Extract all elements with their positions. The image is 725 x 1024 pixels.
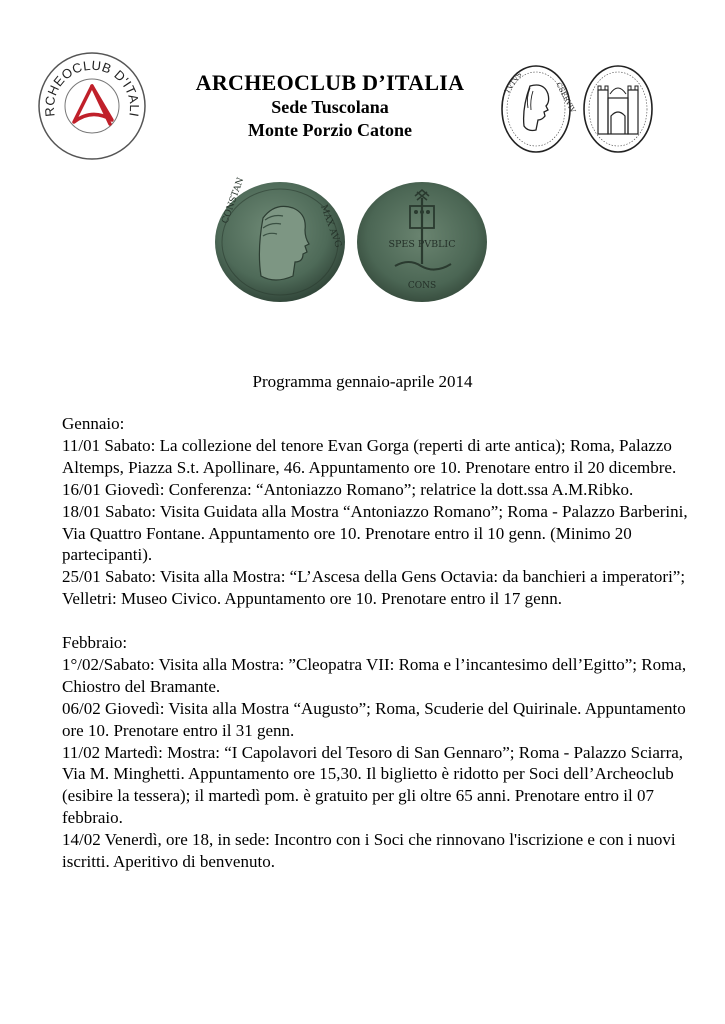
coin-portrait-obverse <box>213 176 347 304</box>
paragraph-spacer <box>62 610 702 632</box>
coin-mint-mark: CONS <box>407 281 437 291</box>
event-entry: 16/01 Giovedì: Conferenza: “Antoniazzo Romano”; relatrice la dott.ssa A.M.Ribko. <box>62 479 634 499</box>
program-title: Programma gennaio-aprile 2014 <box>252 372 473 391</box>
event-entry: 14/02 Venerdì, ore 18, in sede: Incontro con i Soci che rinnovano l'iscrizione e con i nuovi iscritti. Aperitivo di benvenuto. <box>62 830 676 872</box>
event-entry: 11/02 Martedì: Mostra: “I Capolavori del Tesoro di San Gennaro”; Roma - Palazzo Sciarra, Via M. Minghetti. Appuntamento ore 15,30. Il biglietto è ridotto per Soci dell’Archeoclub (esibire la tessera); il martedì pom. è gratuito per gli oltre 65 anni. Prenotare entro il 07 febbraio. <box>62 742 684 828</box>
coin-standard-reverse <box>355 180 489 304</box>
event-entry: 06/02 Giovedì: Visita alla Mostra “Augusto”; Roma, Scuderie del Quirinale. Appuntamento ore 10. Prenotare entro il 31 genn. <box>62 698 686 740</box>
svg-text:CONSTAN: CONSTAN <box>220 176 247 226</box>
month-heading-gennaio: Gennaio: <box>62 414 125 433</box>
coin-legend: SPES PVBLIC <box>388 239 456 250</box>
event-entry: 11/01 Sabato: La collezione del tenore Evan Gorga (reperti di arte antica); Roma, Palazzo Altemps, Piazza S.t. Apollinare, 46. Appuntamento ore 10. Prenotare entro il 20 dicembre. <box>62 435 677 477</box>
event-entry: 18/01 Sabato: Visita Guidata alla Mostra “Antoniazzo Romano”; Roma - Palazzo Barberini, Via Quattro Fontane. Appuntamento ore 10. Prenotare entro il 10 genn. (Minimo 20 partecipanti). <box>62 501 688 565</box>
header-title-block <box>150 70 510 142</box>
archeoclub-logo <box>36 50 148 162</box>
coin-sketch-gate <box>582 64 654 154</box>
logo-text: RCHEOCLUB D'ITALI <box>41 57 143 119</box>
sede-name: Sede Tuscolana <box>271 97 389 117</box>
svg-text:MAX AVG: MAX AVG <box>318 203 343 250</box>
organization-name: ARCHEOCLUB D’ITALIA <box>195 70 465 95</box>
event-entry: 25/01 Sabato: Visita alla Mostra: “L’Ascesa della Gens Octavia: da banchieri a imperatori”; Velletri: Museo Civico. Appuntamento ore 10. Prenotare entro il 17 genn. <box>62 567 686 609</box>
svg-text:ARCHEOCLUB D'ITALIA <box>36 50 142 118</box>
event-entry: 1°/02/Sabato: Visita alla Mostra: ”Cleopatra VII: Roma e l’incantesimo dell’Egitto”; Roma, Chiostro del Bramante. <box>62 654 687 696</box>
svg-text:TVTVS: TVTVS <box>503 70 524 96</box>
svg-text:CSERVIV: CSERVIV <box>554 81 577 115</box>
location-name: Monte Porzio Catone <box>248 120 412 140</box>
program-content <box>62 413 702 873</box>
month-heading-febbraio: Febbraio: <box>62 633 128 653</box>
coin-sketch-head <box>500 64 577 154</box>
